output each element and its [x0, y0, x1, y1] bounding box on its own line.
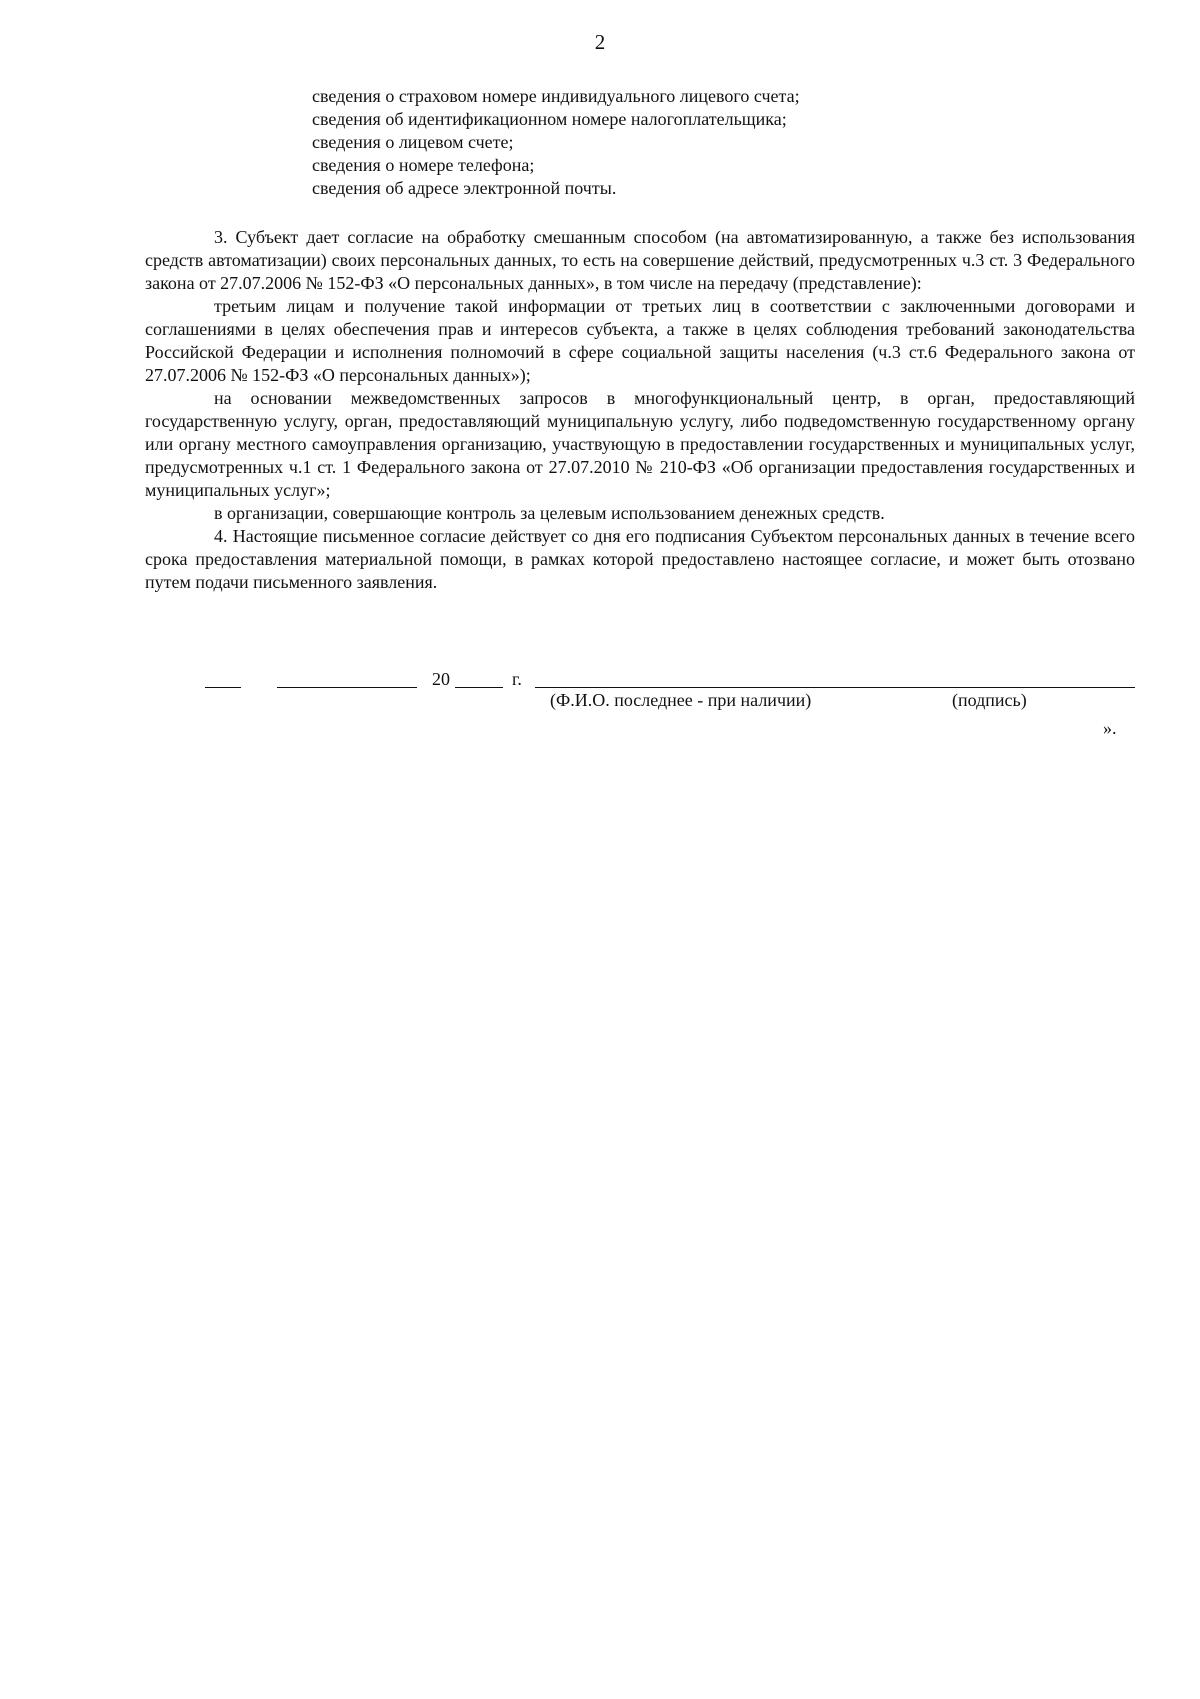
- page-number: 2: [594, 30, 606, 54]
- list-item: сведения о лицевом счете;: [312, 132, 514, 152]
- day-blank: [205, 687, 241, 688]
- list-item: сведения о страховом номере индивидуального лицевого счета;: [312, 86, 800, 106]
- closing-quote: ».: [1103, 718, 1117, 738]
- year-blank: [455, 687, 503, 688]
- year-suffix: г.: [512, 669, 522, 689]
- list-item: сведения об адресе электронной почты.: [312, 178, 617, 198]
- document-body: [145, 226, 1135, 594]
- paragraph-control-organizations: в организации, совершающие контроль за целевым использованием денежных средств.: [214, 503, 885, 523]
- list-item: сведения об идентификационном номере налогоплательщика;: [312, 109, 787, 129]
- paragraph-consent-processing: 3. Субъект дает согласие на обработку смешанным способом (на автоматизированную, а также без использования средств автоматизации) своих персональных данных, то есть на совершение действий, предусмотренных ч.3 ст. 3 Федерального закона от 27.07.2006 № 152-ФЗ «О персональных данных», в том числе на передачу (представление):: [145, 227, 1135, 293]
- personal-data-list: [312, 85, 800, 200]
- paragraph-consent-validity: 4. Настоящие письменное согласие действует со дня его подписания Субъектом персональных данных в течение всего срока предоставления материальной помощи, в рамках которой предоставлено настоящее согласие, и может быть отозвано путем подачи письменного заявления.: [145, 526, 1135, 592]
- signature-captions: [0, 690, 1200, 716]
- signature-caption: (подпись): [952, 690, 1027, 710]
- paragraph-interagency-requests: на основании межведомственных запросов в многофункциональный центр, в орган, предоставляющий государственную услугу, орган, предоставляющий муниципальную услугу, либо подведомственную государственному органу или органу местного самоуправления организацию, участвующую в предоставлении государственных и муниципальных услуг, предусмотренных ч.1 ст. 1 Федерального закона от 27.07.2010 № 210-ФЗ «Об организации предоставления государственных и муниципальных услуг»;: [145, 388, 1135, 500]
- name-caption: (Ф.И.О. последнее - при наличии): [550, 690, 812, 710]
- year-prefix: 20: [432, 669, 450, 689]
- month-blank: [277, 687, 417, 688]
- name-signature-blank: [535, 687, 1135, 688]
- list-item: сведения о номере телефона;: [312, 155, 535, 175]
- paragraph-third-parties: третьим лицам и получение такой информации от третьих лиц в соответствии с заключенными договорами и соглашениями в целях обеспечения прав и интересов субъекта, а также в целях соблюдения требований законодательства Российской Федерации и исполнения полномочий в сфере социальной защиты населения (ч.3 ст.6 Федерального закона от 27.07.2006 № 152-ФЗ «О персональных данных»);: [145, 296, 1135, 385]
